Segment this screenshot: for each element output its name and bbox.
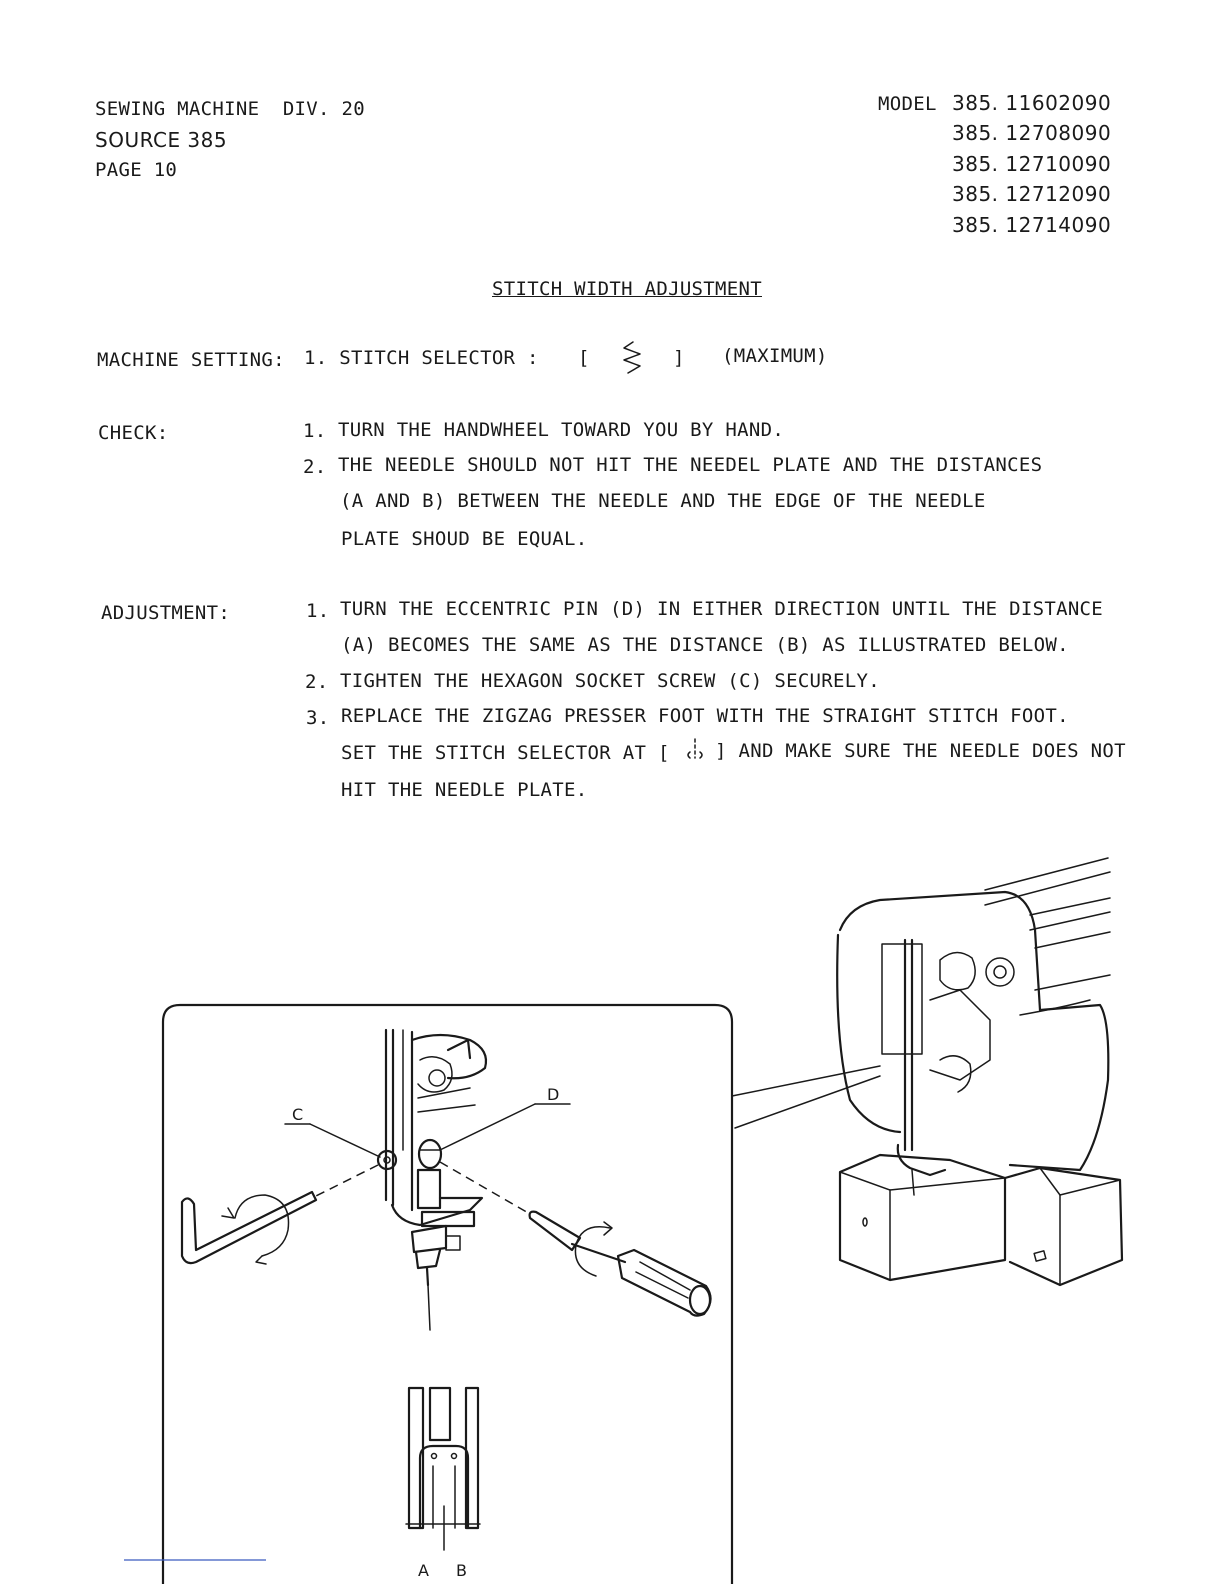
model-number: 385. 12712090 bbox=[952, 182, 1112, 206]
adjustment-label: ADJUSTMENT: bbox=[101, 602, 231, 624]
check-line: THE NEEDLE SHOULD NOT HIT THE NEEDEL PLATE AND THE DISTANCES bbox=[338, 454, 1043, 476]
bracket-open: [ bbox=[578, 347, 590, 369]
check-num: 1. bbox=[303, 420, 327, 442]
label-b: B bbox=[456, 1561, 467, 1580]
hex-key-icon bbox=[182, 1192, 316, 1264]
screwdriver-icon bbox=[530, 1212, 711, 1316]
label-d: D bbox=[547, 1085, 560, 1104]
adjustment-num: 3. bbox=[306, 707, 330, 729]
check-num: 2. bbox=[303, 456, 327, 478]
callout-line bbox=[735, 1076, 880, 1128]
adjustment-line: HIT THE NEEDLE PLATE. bbox=[341, 779, 588, 801]
adjustment-num: 1. bbox=[306, 600, 330, 622]
check-line: (A AND B) BETWEEN THE NEEDLE AND THE EDGE OF THE NEEDLE bbox=[340, 490, 986, 512]
machine-setting-label: MACHINE SETTING: bbox=[97, 349, 285, 371]
adjustment-line-end: ] AND MAKE SURE THE NEEDLE DOES NOT bbox=[715, 740, 1126, 762]
label-c-callout bbox=[285, 1105, 380, 1157]
needle-plate-diagram bbox=[406, 1388, 480, 1580]
header-division: SEWING MACHINE DIV. 20 bbox=[95, 98, 365, 120]
model-number: 385. 12708090 bbox=[952, 121, 1112, 145]
check-label: CHECK: bbox=[98, 422, 169, 444]
model-number: 385. 12714090 bbox=[952, 213, 1112, 237]
sewing-machine-drawing bbox=[837, 858, 1122, 1285]
adjustment-line: (A) BECOMES THE SAME AS THE DISTANCE (B) AS ILLUSTRATED BELOW. bbox=[341, 634, 1069, 656]
adjustment-line-start: SET THE STITCH SELECTOR AT [ bbox=[341, 742, 670, 764]
model-number: 385. 11602090 bbox=[952, 91, 1112, 115]
adjustment-num: 2. bbox=[305, 671, 329, 693]
check-line: TURN THE HANDWHEEL TOWARD YOU BY HAND. bbox=[338, 419, 785, 441]
callout-line bbox=[732, 1066, 880, 1096]
model-number: 385. 12710090 bbox=[952, 152, 1112, 176]
bracket-close: ] bbox=[673, 347, 685, 369]
adjustment-line: TURN THE ECCENTRIC PIN (D) IN EITHER DIRECTION UNTIL THE DISTANCE bbox=[340, 598, 1104, 620]
header-page: PAGE 10 bbox=[95, 159, 178, 181]
adjustment-line: TIGHTEN THE HEXAGON SOCKET SCREW (C) SECURELY. bbox=[340, 670, 880, 692]
machine-setting-line: 1. STITCH SELECTOR : bbox=[304, 347, 539, 369]
check-line: PLATE SHOUD BE EQUAL. bbox=[341, 528, 588, 550]
machine-setting-note: (MAXIMUM) bbox=[722, 345, 828, 367]
label-c: C bbox=[292, 1105, 304, 1124]
adjustment-line: REPLACE THE ZIGZAG PRESSER FOOT WITH THE STRAIGHT STITCH FOOT. bbox=[341, 705, 1069, 727]
model-label: MODEL bbox=[878, 93, 937, 115]
label-a: A bbox=[418, 1561, 429, 1580]
label-d-callout bbox=[440, 1085, 570, 1150]
page-title: STITCH WIDTH ADJUSTMENT bbox=[492, 278, 762, 300]
header-source: SOURCE 385 bbox=[95, 128, 228, 152]
